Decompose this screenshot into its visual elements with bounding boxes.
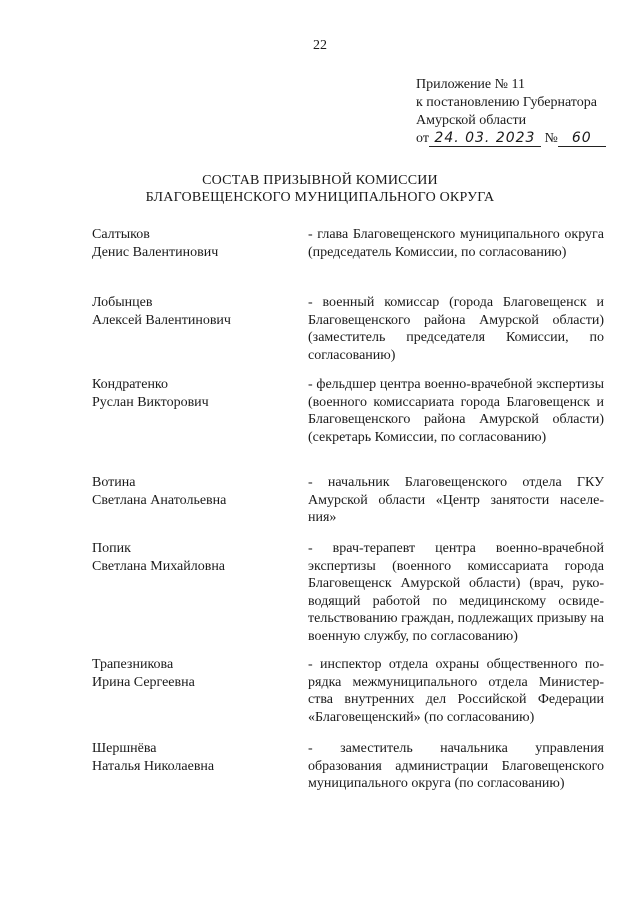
member-role: - заместитель начальника управления образования администрации Благовещенского муниципального округа (по согласованию): [308, 741, 604, 791]
member-role: - глава Благовещенского муниципального округа (председатель Комиссии, по согласованию): [308, 227, 604, 260]
member-given-names: Алексей Валентинович: [92, 313, 231, 328]
member-given-names: Ирина Сергеевна: [92, 675, 195, 690]
handwritten-date: 24. 03. 2023: [429, 131, 541, 147]
appendix-line: Приложение № 11: [416, 77, 525, 92]
title-line: СОСТАВ ПРИЗЫВНОЙ КОМИССИИ: [202, 173, 438, 188]
member-name: [92, 474, 302, 510]
date-prefix: от: [416, 131, 429, 146]
member-given-names: Наталья Николаевна: [92, 759, 215, 774]
appendix-header: [416, 76, 626, 148]
member-surname: Попик: [92, 541, 131, 556]
member-name: [92, 294, 302, 330]
member-name: [92, 656, 302, 692]
appendix-line: к постановлению Губернатора: [416, 95, 597, 110]
title-line: БЛАГОВЕЩЕНСКОГО МУНИЦИПАЛЬНОГО ОКРУГА: [145, 190, 495, 205]
member-role: - инспектор отдела охраны общественного по-рядка межмуниципального отдела Министер-ства внутренних дел Российской Федерации «Благовещенский» (по согласованию): [308, 657, 604, 725]
appendix-line: Амурской области: [416, 113, 527, 128]
member-given-names: Руслан Викторович: [92, 395, 209, 410]
member-name: [92, 740, 302, 776]
member-name: [92, 226, 302, 262]
member-surname: Шершнёва: [92, 741, 157, 756]
member-role: - фельдшер центра военно-врачебной экспертизы (военного комиссариата города Благовещенск и Благовещенского района Амурской области) (секретарь Комиссии, по согласованию): [308, 377, 604, 445]
member-surname: Кондратенко: [92, 377, 169, 392]
member-given-names: Светлана Михайловна: [92, 559, 226, 574]
document-title: [0, 172, 640, 206]
member-role: - начальник Благовещенского отдела ГКУ Амурской области «Центр занятости населе-ния»: [308, 475, 604, 525]
member-role: - врач-терапевт центра военно-врачебной экспертизы (военного комиссариата города Благовещенск Амурской области) (врач, руко-водящий работой по медицинскому освиде-тельствованию граждан, подлежащих призыву на военную службу, по согласованию): [308, 541, 604, 644]
member-surname: Лобынцев: [92, 295, 153, 310]
appendix-date-line: [416, 130, 626, 148]
member-name: [92, 540, 302, 576]
handwritten-number: 60: [558, 131, 606, 147]
member-role: - военный комиссар (города Благовещенск и Благовещенского района Амурской области) (заместитель председателя Комиссии, по согласованию): [308, 295, 604, 363]
member-surname: Вотина: [92, 475, 136, 490]
member-surname: Салтыков: [92, 227, 150, 242]
member-given-names: Денис Валентинович: [92, 245, 219, 260]
member-name: [92, 376, 302, 412]
page-number: 22: [313, 38, 327, 53]
number-prefix: №: [544, 131, 558, 146]
member-given-names: Светлана Анатольевна: [92, 493, 227, 508]
member-surname: Трапезникова: [92, 657, 174, 672]
